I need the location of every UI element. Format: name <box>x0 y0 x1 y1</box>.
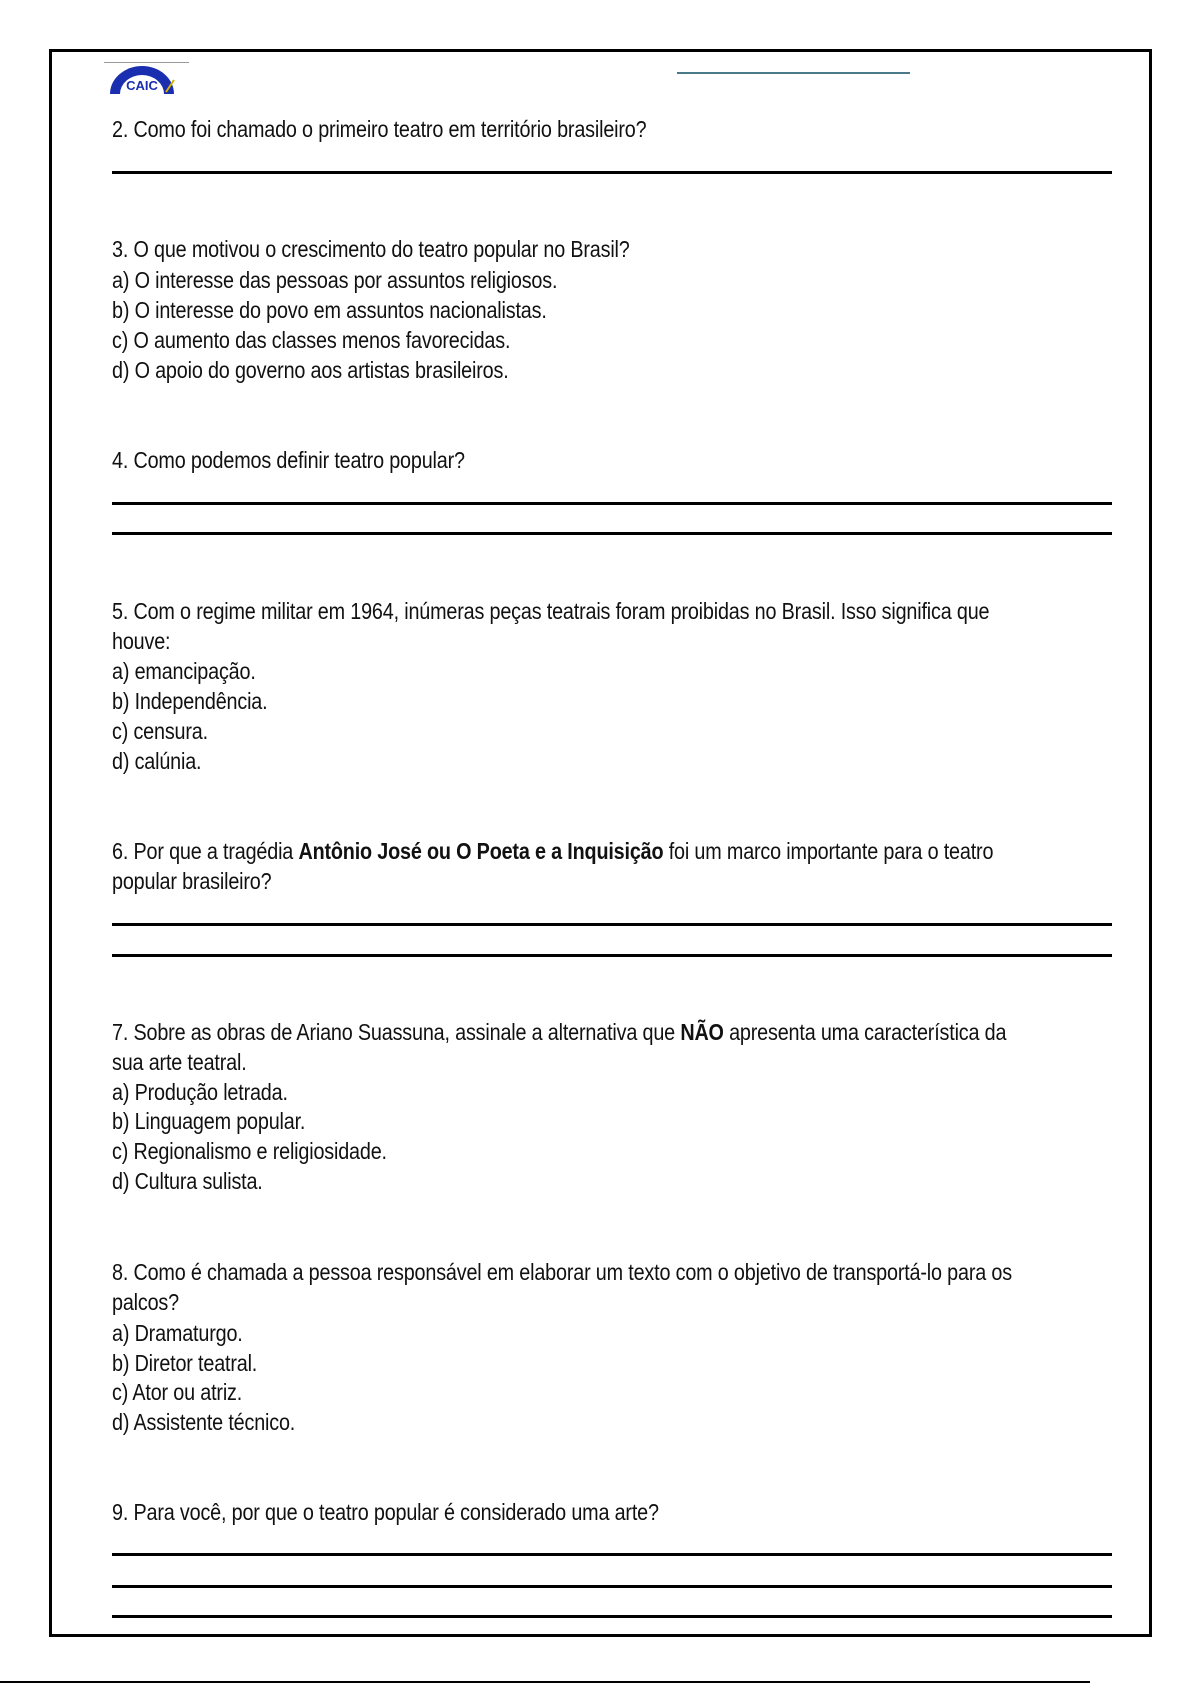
question-8-cont: palcos? <box>112 1289 179 1315</box>
option-a[interactable]: a) Produção letrada. <box>112 1079 288 1105</box>
question-4: 4. Como podemos definir teatro popular? <box>112 447 465 473</box>
q7-pre: 7. Sobre as obras de Ariano Suassuna, assinale a alternativa que <box>112 1019 681 1045</box>
question-6-cont: popular brasileiro? <box>112 868 272 894</box>
answer-line[interactable] <box>112 532 1112 535</box>
option-d[interactable]: d) Assistente técnico. <box>112 1409 296 1435</box>
q6-post: foi um marco importante para o teatro <box>663 838 994 864</box>
option-a[interactable]: a) Dramaturgo. <box>112 1320 243 1346</box>
question-6 <box>112 836 993 866</box>
option-d[interactable]: d) calúnia. <box>112 748 202 774</box>
option-b[interactable]: b) Linguagem popular. <box>112 1108 306 1134</box>
option-a[interactable]: a) emancipação. <box>112 658 256 684</box>
option-c[interactable]: c) O aumento das classes menos favorecidas. <box>112 327 511 353</box>
question-9: 9. Para você, por que o teatro popular é considerado uma arte? <box>112 1499 659 1525</box>
q6-pre: 6. Por que a tragédia <box>112 838 299 864</box>
option-d[interactable]: d) O apoio do governo aos artistas brasileiros. <box>112 357 509 383</box>
q7-emphasis: NÃO <box>680 1019 724 1045</box>
question-5: 5. Com o regime militar em 1964, inúmeras peças teatrais foram proibidas no Brasil. Isso significa que <box>112 598 990 624</box>
question-2: 2. Como foi chamado o primeiro teatro em território brasileiro? <box>112 116 647 142</box>
option-a[interactable]: a) O interesse das pessoas por assuntos religiosos. <box>112 267 558 293</box>
answer-line[interactable] <box>112 1615 1112 1618</box>
question-3: 3. O que motivou o crescimento do teatro popular no Brasil? <box>112 236 630 262</box>
header-link-underline <box>677 72 910 74</box>
answer-line[interactable] <box>112 1585 1112 1588</box>
question-8: 8. Como é chamada a pessoa responsável em elaborar um texto com o objetivo de transportá-lo para os <box>112 1259 1012 1285</box>
caic-logo <box>104 60 184 94</box>
q7-post: apresenta uma característica da <box>723 1019 1007 1045</box>
answer-line[interactable] <box>112 1553 1112 1556</box>
answer-line[interactable] <box>112 171 1112 174</box>
option-c[interactable]: c) Regionalismo e religiosidade. <box>112 1138 387 1164</box>
option-c[interactable]: c) Ator ou atriz. <box>112 1379 243 1405</box>
answer-line[interactable] <box>112 502 1112 505</box>
page-bottom-rule <box>0 1681 1090 1683</box>
option-b[interactable]: b) Diretor teatral. <box>112 1350 258 1376</box>
svg-text:CAIC: CAIC <box>126 78 158 93</box>
option-c[interactable]: c) censura. <box>112 718 208 744</box>
answer-line[interactable] <box>112 954 1112 957</box>
answer-line[interactable] <box>112 923 1112 926</box>
question-7-cont: sua arte teatral. <box>112 1049 247 1075</box>
question-7 <box>112 1017 1006 1047</box>
option-b[interactable]: b) O interesse do povo em assuntos nacionalistas. <box>112 297 547 323</box>
question-5-cont: houve: <box>112 628 171 654</box>
option-b[interactable]: b) Independência. <box>112 688 268 714</box>
q6-play-title: Antônio José ou O Poeta e a Inquisição <box>298 838 664 864</box>
option-d[interactable]: d) Cultura sulista. <box>112 1168 263 1194</box>
